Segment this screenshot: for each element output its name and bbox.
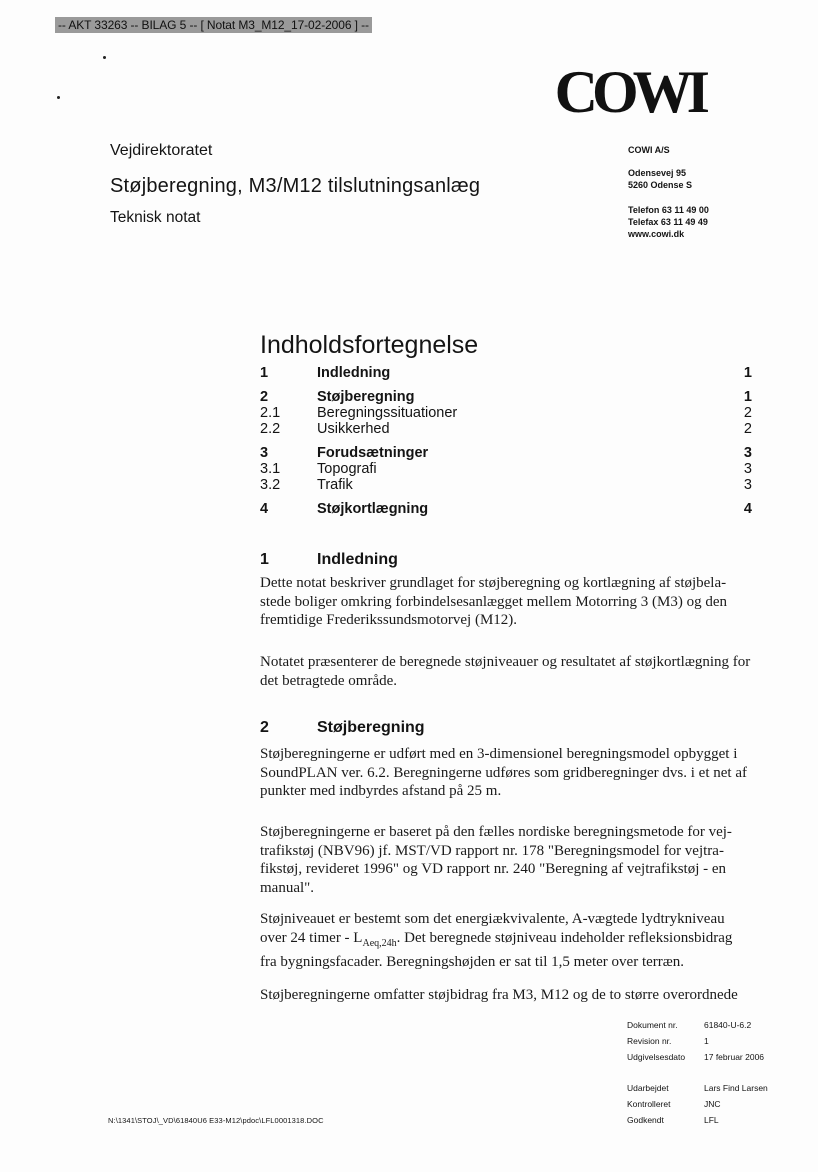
toc-label: Trafik — [317, 477, 353, 493]
toc-num: 3 — [260, 445, 269, 461]
meta-label: Kontrolleret — [627, 1099, 671, 1109]
paragraph: Støjberegningerne er udført med en 3-dimensionel beregningsmodel opbygget i SoundPLAN ver. 6.2. Beregningerne udføres som gridberegninger dvs. i et net af punkter med indbyrdes afstand på 25 m. — [260, 746, 747, 799]
phone: Telefon 63 11 49 00 — [628, 205, 709, 215]
toc-num: 3.1 — [260, 461, 281, 477]
toc-label: Beregningssituationer — [317, 405, 458, 421]
cowi-logo: COWI — [554, 59, 704, 125]
meta-value: 61840-U-6.2 — [704, 1020, 752, 1030]
meta-value: 1 — [704, 1036, 709, 1046]
fax: Telefax 63 11 49 49 — [628, 217, 708, 227]
document-type: Teknisk notat — [110, 209, 201, 226]
client-name: Vejdirektoratet — [110, 142, 213, 159]
meta-row — [627, 1096, 768, 1112]
toc-label: Forudsætninger — [317, 445, 429, 461]
meta-row — [627, 1017, 768, 1033]
toc-entry[interactable] — [260, 477, 756, 493]
paragraph: Notatet præsenterer de beregnede støjniveauer og resultatet af støjkortlægning for det betragtede område. — [260, 654, 751, 689]
paragraph: Dette notat beskriver grundlaget for støjberegning og kortlægning af støjbela-stede boliger omkring forbindelsesanlægget mellem Motorring 3 (M3) og den fremtidige Frederikssundsmotorvej (M12). — [260, 575, 727, 628]
paragraph: Støjberegningerne omfatter støjbidrag fra M3, M12 og de to større overordnede — [260, 987, 738, 1003]
meta-label: Dokument nr. — [627, 1020, 678, 1030]
file-path: N:\1341\STOJ\_VD\61840U6 E33-M12\pdoc\LFL0001318.DOC — [108, 1116, 324, 1125]
toc-page: 4 — [743, 501, 752, 517]
toc-entry[interactable] — [260, 421, 756, 437]
toc-entry[interactable] — [260, 365, 756, 381]
meta-label: Udgivelsesdato — [627, 1052, 686, 1062]
address-street: Odensevej 95 — [628, 168, 687, 178]
section-title: Indledning — [317, 551, 398, 568]
toc-entry[interactable] — [260, 405, 756, 421]
meta-value: Lars Find Larsen — [704, 1083, 768, 1093]
toc-num: 2 — [260, 389, 269, 405]
toc-num: 2.2 — [260, 421, 281, 437]
meta-label: Udarbejdet — [627, 1083, 669, 1093]
toc-num: 4 — [260, 501, 269, 517]
address-city: 5260 Odense S — [628, 180, 693, 190]
toc-entry[interactable] — [260, 461, 756, 477]
toc-num: 1 — [260, 365, 269, 381]
section-heading — [260, 719, 425, 737]
toc-label: Topografi — [317, 461, 377, 477]
company-contact — [628, 204, 709, 240]
company-address — [628, 167, 692, 191]
website-link[interactable]: www.cowi.dk — [628, 229, 685, 239]
toc-label: Støjkortlægning — [317, 501, 429, 517]
paragraph-text: . Det beregnede støjniveau indeholder refleksionsbidrag fra bygningsfacader. Beregningshøjden er sat til 1,5 meter over terræn. — [260, 929, 733, 970]
document-metadata — [627, 1017, 768, 1128]
toc-page: 3 — [743, 477, 752, 493]
meta-value: LFL — [704, 1115, 719, 1125]
toc-heading: Indholdsfortegnelse — [260, 331, 479, 359]
section-title: Støjberegning — [317, 719, 425, 736]
paragraph — [260, 910, 752, 972]
toc-label: Støjberegning — [317, 389, 415, 405]
company-name: COWI A/S — [628, 145, 670, 155]
toc-entry[interactable] — [260, 445, 756, 461]
toc-entry[interactable] — [260, 389, 756, 405]
meta-label: Godkendt — [627, 1115, 664, 1125]
section-number: 1 — [260, 551, 269, 568]
section-heading — [260, 551, 398, 569]
toc-label: Usikkerhed — [317, 421, 390, 437]
toc-page: 1 — [743, 389, 752, 405]
meta-label: Revision nr. — [627, 1036, 672, 1046]
subscript: Aeq,24h — [362, 937, 397, 949]
meta-row — [627, 1033, 768, 1049]
meta-row — [627, 1049, 768, 1065]
toc-label: Indledning — [317, 365, 391, 381]
meta-value: 17 februar 2006 — [704, 1052, 765, 1062]
toc-page: 2 — [743, 421, 752, 437]
meta-row — [627, 1080, 768, 1096]
meta-value: JNC — [704, 1099, 721, 1109]
toc-num: 2.1 — [260, 405, 281, 421]
section-number: 2 — [260, 719, 269, 736]
paragraph: Støjberegningerne er baseret på den fælles nordiske beregningsmetode for vej-trafikstøj (NBV96) jf. MST/VD rapport nr. 178 "Beregningsmodel for vejtra-fikstøj, revideret 1996" og VD rapport nr. 240 "Beregning af vejtrafikstøj - en manual". — [260, 824, 732, 896]
toc-page: 3 — [743, 445, 752, 461]
paragraph-text: Støjniveauet er bestemt som det energiækvivalente, A-vægtede lydtrykniveau over 24 timer - L — [260, 911, 725, 946]
toc-num: 3.2 — [260, 477, 281, 493]
toc-page: 2 — [743, 405, 752, 421]
header-tag: -- AKT 33263 -- BILAG 5 -- [ Notat M3_M12_17-02-2006 ] -- — [55, 17, 372, 33]
scan-speck — [103, 56, 106, 59]
document-title: Støjberegning, M3/M12 tilslutningsanlæg — [110, 175, 481, 197]
table-of-contents — [260, 365, 756, 517]
scan-speck — [57, 96, 60, 99]
toc-entry[interactable] — [260, 501, 756, 517]
meta-row — [627, 1112, 768, 1128]
toc-page: 1 — [743, 365, 752, 381]
toc-page: 3 — [743, 461, 752, 477]
